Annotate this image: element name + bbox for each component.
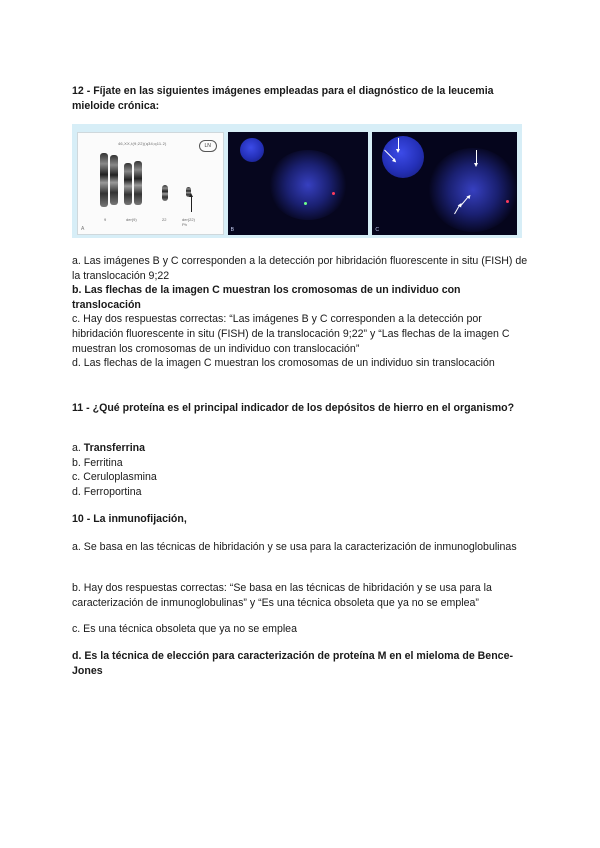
- q11-option-b-prefix: b.: [72, 456, 84, 469]
- interphase-nucleus-c: [382, 136, 424, 178]
- metaphase-spread-c: [428, 148, 518, 232]
- question-11-stem: [72, 401, 532, 416]
- q12-option-d[interactable]: d. Las flechas de la imagen C muestran los cromosomas de un individuo sin translocación: [72, 357, 495, 370]
- chromosome-9: [100, 153, 108, 207]
- chromosome-22: [162, 185, 168, 201]
- chr-label-22: 22: [162, 217, 167, 222]
- q11-option-c-text: Ceruloplasmina: [83, 471, 157, 484]
- q12-option-a[interactable]: a. Las imágenes B y C corresponden a la detección por hibridación fluorescente in situ (FISH) de la translocación 9;22: [72, 255, 528, 282]
- question-11: [72, 401, 532, 416]
- q11-option-c-prefix: c.: [72, 471, 84, 484]
- fish-image-c: [372, 132, 517, 235]
- question-10-stem: [72, 512, 532, 527]
- karyotype-image-a: [77, 132, 224, 235]
- chr-label-9: 9: [104, 217, 107, 222]
- q10-option-d-block: [72, 649, 532, 678]
- metaphase-spread: [268, 150, 348, 220]
- q11-option-d-text: Ferroportina: [83, 485, 142, 498]
- question-11-options: [72, 441, 532, 499]
- q10-option-c[interactable]: c. Es una técnica obsoleta que ya no se emplea: [72, 623, 297, 635]
- question-11-text: ¿Qué proteína es el principal indicador de los depósitos de hierro en el organismo?: [92, 402, 515, 414]
- question-10-text: La inmunofijación,: [93, 513, 187, 525]
- fish-image-b: [228, 132, 369, 235]
- q10-option-a[interactable]: a. Se basa en las técnicas de hibridación y se usa para la caracterización de inmunoglobulinas: [72, 541, 517, 553]
- question-11-number: 11 -: [72, 402, 93, 414]
- diagnostic-figure: [72, 124, 522, 238]
- chr-label-der22: der(22) Ph: [182, 217, 195, 227]
- fish-signal-green: [304, 202, 307, 205]
- question-12-stem: 12 - Fíjate en las siguientes imágenes empleadas para el diagnóstico de la leucemia mieloide crónica:: [72, 85, 494, 112]
- panel-label-c: C: [375, 227, 379, 233]
- question-10-number: 10 -: [72, 513, 94, 525]
- q11-option-b[interactable]: [72, 456, 532, 471]
- q11-option-a[interactable]: [72, 441, 532, 456]
- q10-option-d[interactable]: d. Es la técnica de elección para caracterización de proteína M en el mieloma de Bence-Jones: [72, 650, 513, 677]
- q12-option-b[interactable]: b. Las flechas de la imagen C muestran los cromosomas de un individuo con translocación: [72, 284, 461, 311]
- q10-option-a-block: [72, 540, 532, 555]
- q11-option-a-text: Transferrina: [83, 442, 146, 454]
- panel-label-a: A: [81, 226, 85, 232]
- ph-arrow-icon: [191, 196, 192, 212]
- q11-option-d[interactable]: [72, 485, 532, 500]
- q11-option-d-prefix: d.: [72, 485, 84, 498]
- fish-signal-red: [332, 192, 335, 195]
- question-10: [72, 512, 532, 527]
- chromosome-9-pair: [110, 155, 118, 205]
- q12-option-c[interactable]: c. Hay dos respuestas correctas: “Las imágenes B y C corresponden a la detección por hibridación fluorescente in situ (FISH) de la translocación 9;22” y “Las flechas de la imagen C muestran los cromosomas de un individuo con translocación”: [72, 313, 510, 355]
- interphase-nucleus: [240, 138, 264, 162]
- chromosome-der9: [124, 163, 132, 205]
- arrow-icon-3: [476, 150, 477, 164]
- q11-option-b-text: Ferritina: [83, 456, 123, 469]
- q11-option-a-prefix: a.: [72, 442, 84, 454]
- karyotype-header: 46,XX,t(9;22)(q34;q11.2): [118, 141, 167, 146]
- q10-option-b-block: [72, 581, 532, 610]
- question-12-options: [72, 254, 532, 371]
- chromosome-der9-pair: [134, 161, 142, 205]
- lab-logo: LN: [199, 140, 217, 152]
- q10-option-b[interactable]: b. Hay dos respuestas correctas: “Se basa en las técnicas de hibridación y se usa para la caracterización de inmunoglobulinas” y “Es una técnica obsoleta que ya no se emplea”: [72, 582, 492, 609]
- chr-label-der9: der(9): [126, 217, 137, 222]
- question-12: [72, 84, 532, 113]
- arrow-icon-2: [398, 138, 399, 150]
- q11-option-c[interactable]: [72, 470, 532, 485]
- q10-option-c-block: [72, 622, 532, 637]
- panel-label-b: B: [230, 227, 234, 233]
